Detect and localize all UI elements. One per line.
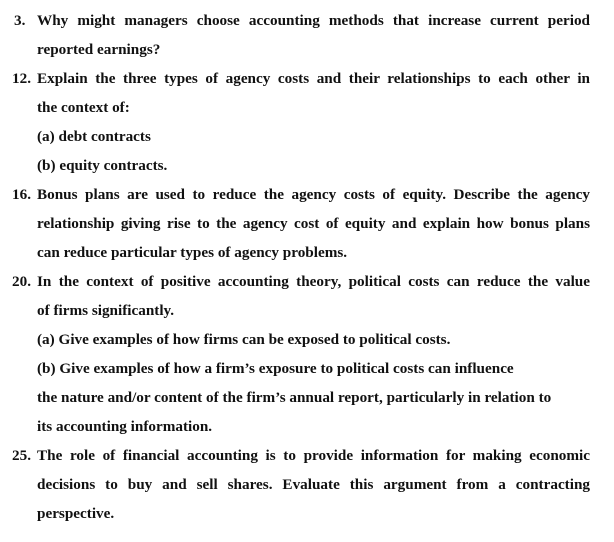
sub-item-b: (b) Give examples of how a firm’s exposure to political costs can influence: [37, 360, 514, 377]
question-number: 20.: [12, 273, 31, 290]
question-text-line: In the context of positive accounting theory, political costs can reduce the value: [37, 273, 590, 290]
question-text-line: Why might managers choose accounting methods that increase current period: [37, 12, 590, 29]
sub-item-b: (b) equity contracts.: [37, 157, 168, 174]
question-number: 12.: [12, 70, 31, 87]
question-number: 3.: [14, 12, 26, 29]
question-text-line: its accounting information.: [37, 418, 213, 435]
sub-item-a: (a) debt contracts: [37, 128, 151, 145]
question-text-line: Bonus plans are used to reduce the agency costs of equity. Describe the agency: [37, 186, 590, 203]
question-text-line: The role of financial accounting is to provide information for making economic: [37, 447, 590, 464]
question-text-line: of firms significantly.: [37, 302, 175, 319]
question-text-line: perspective.: [37, 505, 115, 522]
question-number: 25.: [12, 447, 31, 464]
question-number: 16.: [12, 186, 31, 203]
question-text-line: can reduce particular types of agency problems.: [37, 244, 348, 261]
question-text-line: reported earnings?: [37, 41, 161, 58]
sub-item-a: (a) Give examples of how firms can be exposed to political costs.: [37, 331, 451, 348]
question-text-line: the nature and/or content of the firm’s annual report, particularly in relation to: [37, 389, 552, 406]
question-text-line: relationship giving rise to the agency cost of equity and explain how bonus plans: [37, 215, 590, 232]
question-text-line: Explain the three types of agency costs and their relationships to each other in: [37, 70, 590, 87]
question-text-line: decisions to buy and sell shares. Evaluate this argument from a contracting: [37, 476, 590, 493]
question-text-line: the context of:: [37, 99, 130, 116]
